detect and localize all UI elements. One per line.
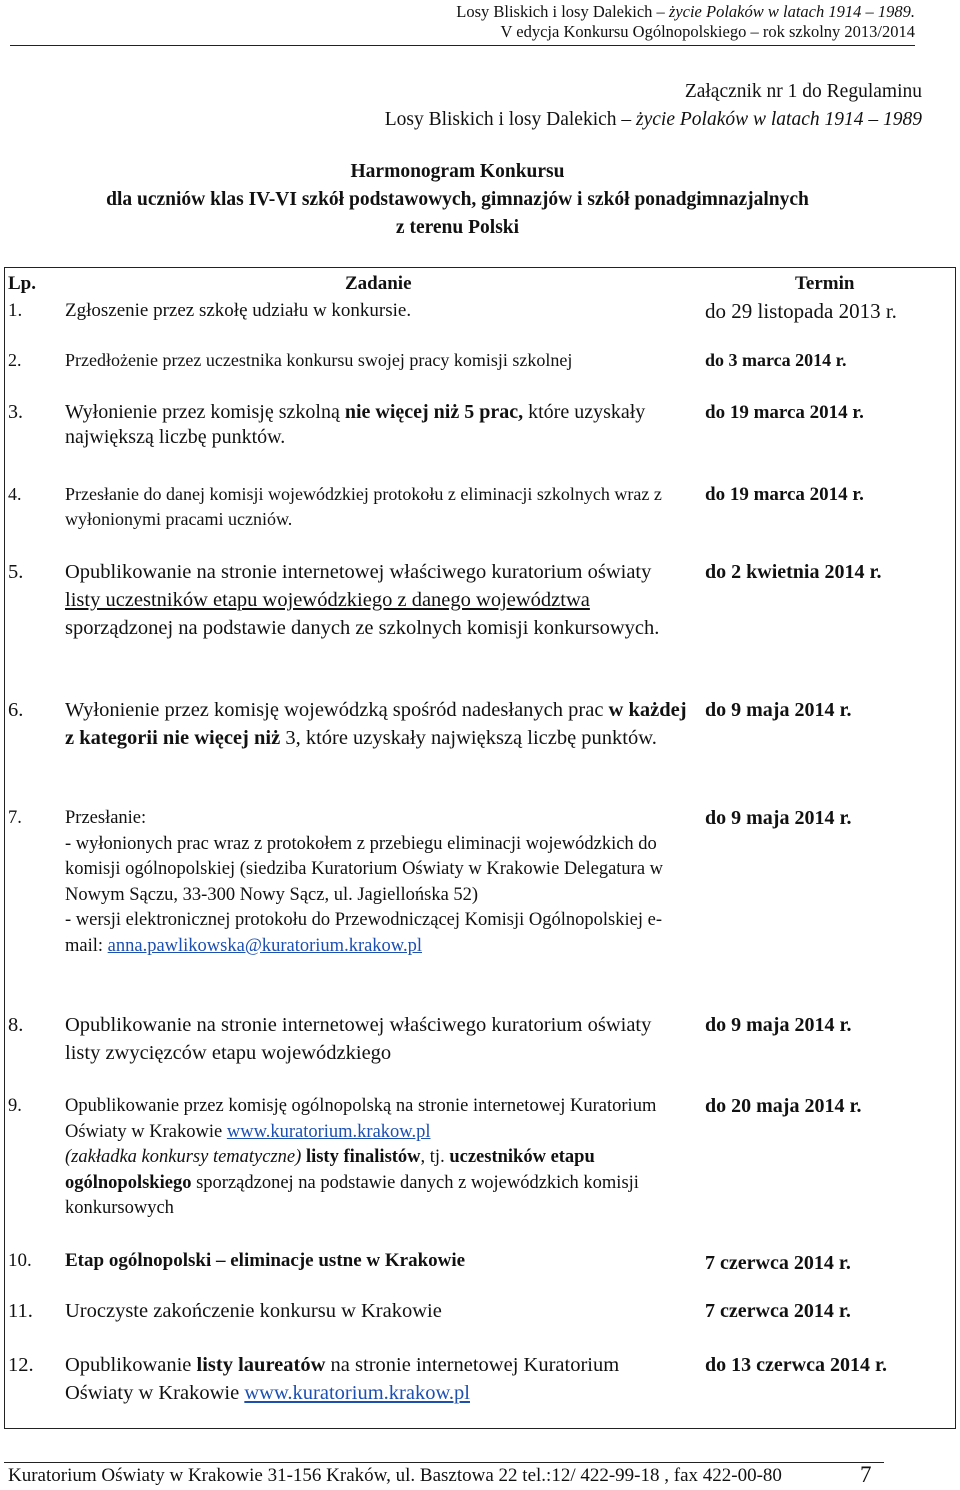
row-term: do 9 maja 2014 r.: [705, 807, 852, 829]
row-task: Przedłożenie przez uczestnika konkursu swojej pracy komisji szkolnej: [65, 350, 573, 370]
running-header-line-1: Losy Bliskich i losy Dalekich – życie Polaków w latach 1914 – 1989.: [456, 2, 915, 21]
row-task: Etap ogólnopolski – eliminacje ustne w Krakowie: [65, 1250, 466, 1271]
row-term: do 9 maja 2014 r.: [705, 699, 852, 721]
row-task: Uroczyste zakończenie konkursu w Krakowie: [65, 1300, 442, 1322]
row-term: do 2 kwietnia 2014 r.: [705, 561, 882, 583]
row-number: 7.: [8, 808, 22, 828]
row-task: Wyłonienie przez komisję wojewódzką spośród nadesłanych prac w każdej z kategorii nie więcej niż 3, które uzyskały największą liczbę punktów.: [65, 699, 687, 749]
website-link[interactable]: www.kuratorium.krakow.pl: [226, 1121, 431, 1142]
website-link[interactable]: www.kuratorium.krakow.pl: [244, 1382, 470, 1404]
title-line-3: z terenu Polski: [395, 217, 520, 238]
row-task: Przesłanie do danej komisji wojewódzkiej protokołu z eliminacji szkolnych wraz z wyłonionymi pracami uczniów.: [65, 484, 662, 529]
document-title: [0, 158, 915, 242]
header-divider: [10, 45, 915, 46]
annex-note: [385, 78, 922, 134]
row-task: Opublikowanie na stronie internetowej właściwego kuratorium oświaty listy uczestników etapu wojewódzkiego z danego województwa sporządzonej na podstawie danych ze szkolnych komisji konkursowych.: [65, 561, 660, 639]
header-lp: Lp.: [8, 273, 36, 294]
footer-address: Kuratorium Oświaty w Krakowie 31-156 Kraków, ul. Basztowa 22 tel.:12/ 422-99-18 , fax 422-00-80: [8, 1465, 782, 1486]
row-term: do 13 czerwca 2014 r.: [705, 1354, 887, 1376]
row-number: 8.: [8, 1014, 24, 1036]
row-number: 5.: [8, 561, 24, 583]
row-task: Opublikowanie listy laureatów na stronie internetowej Kuratorium Oświaty w Krakowie www.kuratorium.krakow.pl: [65, 1354, 620, 1404]
row-task: Przesłanie: - wyłonionych prac wraz z protokołem z przebiegu eliminacji wojewódzkich do komisji ogólnopolskiej (siedziba Kuratorium Oświaty w Krakowie Delegatura w Nowym Sączu, 33-300 Nowy Sącz, ul. Jagiellońska 52) - wersji elektronicznej protokołu do Przewodniczącej Komisji Ogólnopolskiej e-mail: anna.pawlikowska@kuratorium.krakow.pl: [65, 808, 664, 956]
schedule-table: [4, 267, 956, 1429]
header-term: Termin: [795, 273, 855, 294]
row-task: Zgłoszenie przez szkołę udziału w konkursie.: [65, 300, 412, 321]
row-number: 12.: [8, 1354, 34, 1376]
title-line-1: Harmonogram Konkursu: [350, 161, 565, 182]
running-header: [0, 2, 915, 42]
row-number: 2.: [8, 350, 22, 370]
row-number: 1.: [8, 300, 23, 321]
row-term: do 3 marca 2014 r.: [705, 350, 847, 370]
row-number: 6.: [8, 699, 24, 721]
row-number: 10.: [8, 1250, 32, 1271]
row-term: do 20 maja 2014 r.: [705, 1095, 862, 1117]
header-task: Zadanie: [345, 273, 412, 294]
row-task: Opublikowanie na stronie internetowej właściwego kuratorium oświaty listy zwycięzców etapu wojewódzkiego: [65, 1014, 652, 1064]
row-task: Wyłonienie przez komisję szkolną nie więcej niż 5 prac, które uzyskały największą liczbę punktów.: [65, 401, 646, 448]
row-number: 4.: [8, 484, 22, 504]
row-number: 3.: [8, 401, 23, 423]
email-link[interactable]: anna.pawlikowska@kuratorium.krakow.pl: [107, 935, 422, 956]
title-line-2: dla uczniów klas IV-VI szkół podstawowych, gimnazjów i szkół ponadgimnazjalnych: [106, 189, 809, 210]
page-number: 7: [860, 1462, 872, 1487]
row-term: 7 czerwca 2014 r.: [705, 1300, 851, 1322]
footer-divider: [4, 1462, 884, 1463]
row-term: do 9 maja 2014 r.: [705, 1014, 852, 1036]
annex-line-2: Losy Bliskich i losy Dalekich – życie Polaków w latach 1914 – 1989: [384, 109, 922, 130]
annex-line-1: Załącznik nr 1 do Regulaminu: [684, 81, 922, 102]
running-header-line-2: V edycja Konkursu Ogólnopolskiego – rok szkolny 2013/2014: [500, 22, 915, 41]
row-term: do 19 marca 2014 r.: [705, 484, 864, 505]
row-task: Opublikowanie przez komisję ogólnopolską na stronie internetowej Kuratorium Oświaty w Krakowie www.kuratorium.krakow.pl (zakładka konkursy tematyczne) listy finalistów, tj. uczestników etapu ogólnopolskiego sporządzonej na podstawie danych z wojewódzkich komisji konkursowych: [65, 1096, 657, 1218]
row-number: 11.: [8, 1300, 33, 1322]
row-term: do 29 listopada 2013 r.: [705, 299, 897, 323]
row-term: do 19 marca 2014 r.: [705, 402, 864, 423]
row-number: 9.: [8, 1096, 22, 1116]
row-term: 7 czerwca 2014 r.: [705, 1252, 851, 1274]
